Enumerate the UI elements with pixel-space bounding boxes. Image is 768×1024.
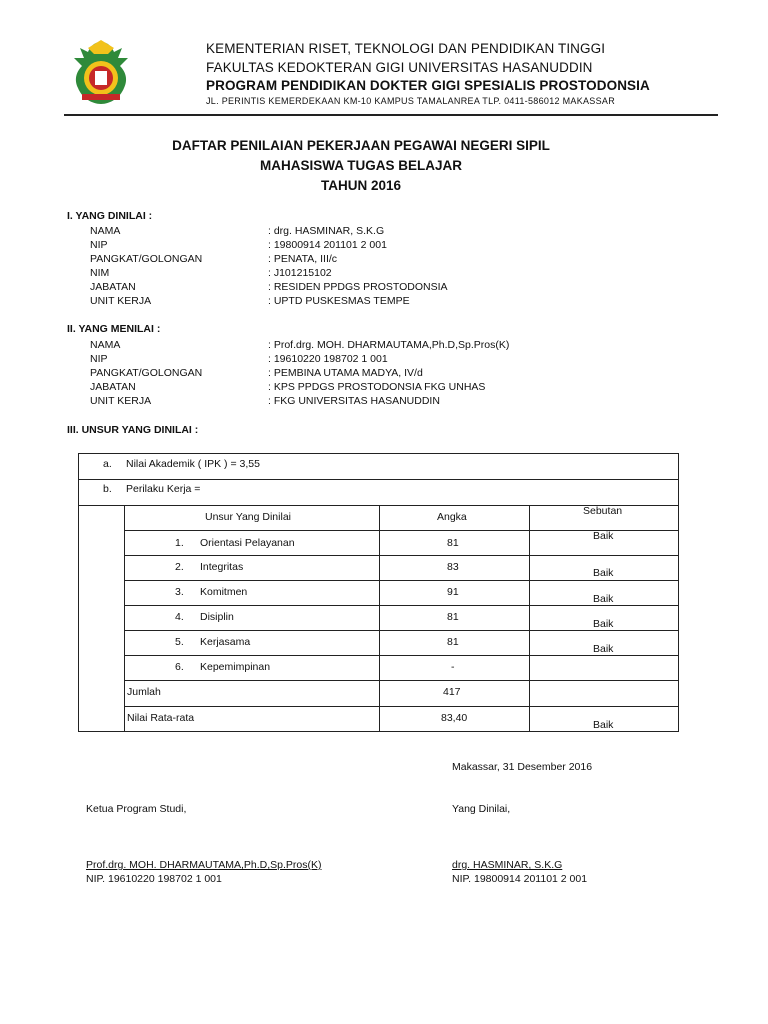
assessor-unit-value: : FKG UNIVERSITAS HASANUDDIN xyxy=(268,395,440,407)
item-number: 4. xyxy=(175,611,184,623)
item-name: Integritas xyxy=(200,561,244,573)
assessor-position-value: : KPS PPDGS PROSTODONSIA FKG UNHAS xyxy=(268,381,486,393)
assessor-position-label: JABATAN xyxy=(90,381,136,393)
assessee-unit-label: UNIT KERJA xyxy=(90,295,152,307)
section-yang-menilai-heading: II. YANG MENILAI : xyxy=(67,323,161,335)
header-divider xyxy=(64,114,718,116)
table-line xyxy=(124,630,678,631)
col-angka-header: Angka xyxy=(437,511,467,523)
assessee-nim-value: : J101215102 xyxy=(268,267,332,279)
item-number: 1. xyxy=(175,537,184,549)
table-line xyxy=(124,680,678,681)
jumlah-label: Jumlah xyxy=(127,686,161,698)
table-line xyxy=(124,555,678,556)
assessee-position-label: JABATAN xyxy=(90,281,136,293)
item-number: 5. xyxy=(175,636,184,648)
jumlah-value: 417 xyxy=(443,686,461,698)
header-program: PROGRAM PENDIDIKAN DOKTER GIGI SPESIALIS PROSTODONSIA xyxy=(206,78,650,93)
document-subtitle: MAHASISWA TUGAS BELAJAR xyxy=(259,158,462,173)
assessee-unit-value: : UPTD PUSKESMAS TEMPE xyxy=(268,295,410,307)
assessee-name-label: NAMA xyxy=(90,225,121,237)
item-name: Kepemimpinan xyxy=(200,661,271,673)
section-yang-dinilai-heading: I. YANG DINILAI : xyxy=(67,210,153,222)
item-name: Komitmen xyxy=(200,586,248,598)
item-name: Orientasi Pelayanan xyxy=(200,537,295,549)
left-signer-role: Ketua Program Studi, xyxy=(86,803,187,815)
table-line xyxy=(124,605,678,606)
item-b-label: b. xyxy=(103,483,112,495)
rata-value: 83,40 xyxy=(441,712,468,724)
left-signer-nip: NIP. 19610220 198702 1 001 xyxy=(86,873,222,885)
table-line xyxy=(379,505,380,731)
item-number: 3. xyxy=(175,586,184,598)
header-address: JL. PERINTIS KEMERDEKAAN KM-10 KAMPUS TAMALANREA TLP. 0411-586012 MAKASSAR xyxy=(206,96,616,106)
document-title: DAFTAR PENILAIAN PEKERJAAN PEGAWAI NEGERI SIPIL xyxy=(172,138,550,153)
university-crest-icon xyxy=(64,38,138,106)
assessor-nip-label: NIP xyxy=(90,353,108,365)
header-ministry: KEMENTERIAN RISET, TEKNOLOGI DAN PENDIDIKAN TINGGI xyxy=(206,41,606,56)
item-sebutan: Baik xyxy=(593,618,614,630)
item-angka: 81 xyxy=(447,611,459,623)
assessment-table xyxy=(78,453,679,732)
assessee-nim-label: NIM xyxy=(90,267,110,279)
assessor-name-value: : Prof.drg. MOH. DHARMAUTAMA,Ph.D,Sp.Pros(K) xyxy=(268,339,510,351)
table-line xyxy=(124,580,678,581)
item-angka: 91 xyxy=(447,586,459,598)
item-sebutan: Baik xyxy=(593,643,614,655)
academic-score: Nilai Akademik ( IPK ) = 3,55 xyxy=(126,458,260,470)
document-year: TAHUN 2016 xyxy=(320,178,402,193)
right-signer-role: Yang Dinilai, xyxy=(452,803,511,815)
table-line xyxy=(124,505,125,731)
assessor-rank-value: : PEMBINA UTAMA MADYA, IV/d xyxy=(268,367,423,379)
assessor-rank-label: PANGKAT/GOLONGAN xyxy=(90,367,203,379)
assessee-rank-label: PANGKAT/GOLONGAN xyxy=(90,253,203,265)
behavior-label: Perilaku Kerja = xyxy=(126,483,201,495)
item-sebutan: Baik xyxy=(593,530,614,542)
header-faculty: FAKULTAS KEDOKTERAN GIGI UNIVERSITAS HASANUDDIN xyxy=(206,60,593,75)
left-signer-name: Prof.drg. MOH. DHARMAUTAMA,Ph.D,Sp.Pros(K) xyxy=(86,859,322,871)
table-line xyxy=(124,706,678,707)
rata-label: Nilai Rata-rata xyxy=(127,712,195,724)
item-number: 2. xyxy=(175,561,184,573)
table-line xyxy=(529,505,530,731)
assessee-name-value: : drg. HASMINAR, S.K.G xyxy=(268,225,385,237)
place-date: Makassar, 31 Desember 2016 xyxy=(452,761,593,773)
table-line xyxy=(124,655,678,656)
item-sebutan: Baik xyxy=(593,593,614,605)
item-angka: 81 xyxy=(447,537,459,549)
assessee-position-value: : RESIDEN PPDGS PROSTODONSIA xyxy=(268,281,448,293)
item-angka: 83 xyxy=(447,561,459,573)
assessor-unit-label: UNIT KERJA xyxy=(90,395,152,407)
item-number: 6. xyxy=(175,661,184,673)
table-line xyxy=(79,479,678,480)
item-angka: - xyxy=(451,661,455,673)
assessor-nip-value: : 19610220 198702 1 001 xyxy=(268,353,388,365)
item-name: Disiplin xyxy=(200,611,234,623)
assessee-nip-label: NIP xyxy=(90,239,108,251)
item-name: Kerjasama xyxy=(200,636,251,648)
rata-sebutan: Baik xyxy=(593,719,614,731)
assessor-name-label: NAMA xyxy=(90,339,121,351)
col-unsur-header: Unsur Yang Dinilai xyxy=(205,511,291,523)
section-unsur-heading: III. UNSUR YANG DINILAI : xyxy=(67,424,199,436)
col-sebutan-header: Sebutan xyxy=(583,505,623,517)
right-signer-nip: NIP. 19800914 201101 2 001 xyxy=(452,873,588,885)
item-sebutan: Baik xyxy=(593,567,614,579)
item-a-label: a. xyxy=(103,458,112,470)
assessee-rank-value: : PENATA, III/c xyxy=(268,253,338,265)
item-angka: 81 xyxy=(447,636,459,648)
right-signer-name: drg. HASMINAR, S.K.G xyxy=(452,859,563,871)
assessee-nip-value: : 19800914 201101 2 001 xyxy=(268,239,387,251)
